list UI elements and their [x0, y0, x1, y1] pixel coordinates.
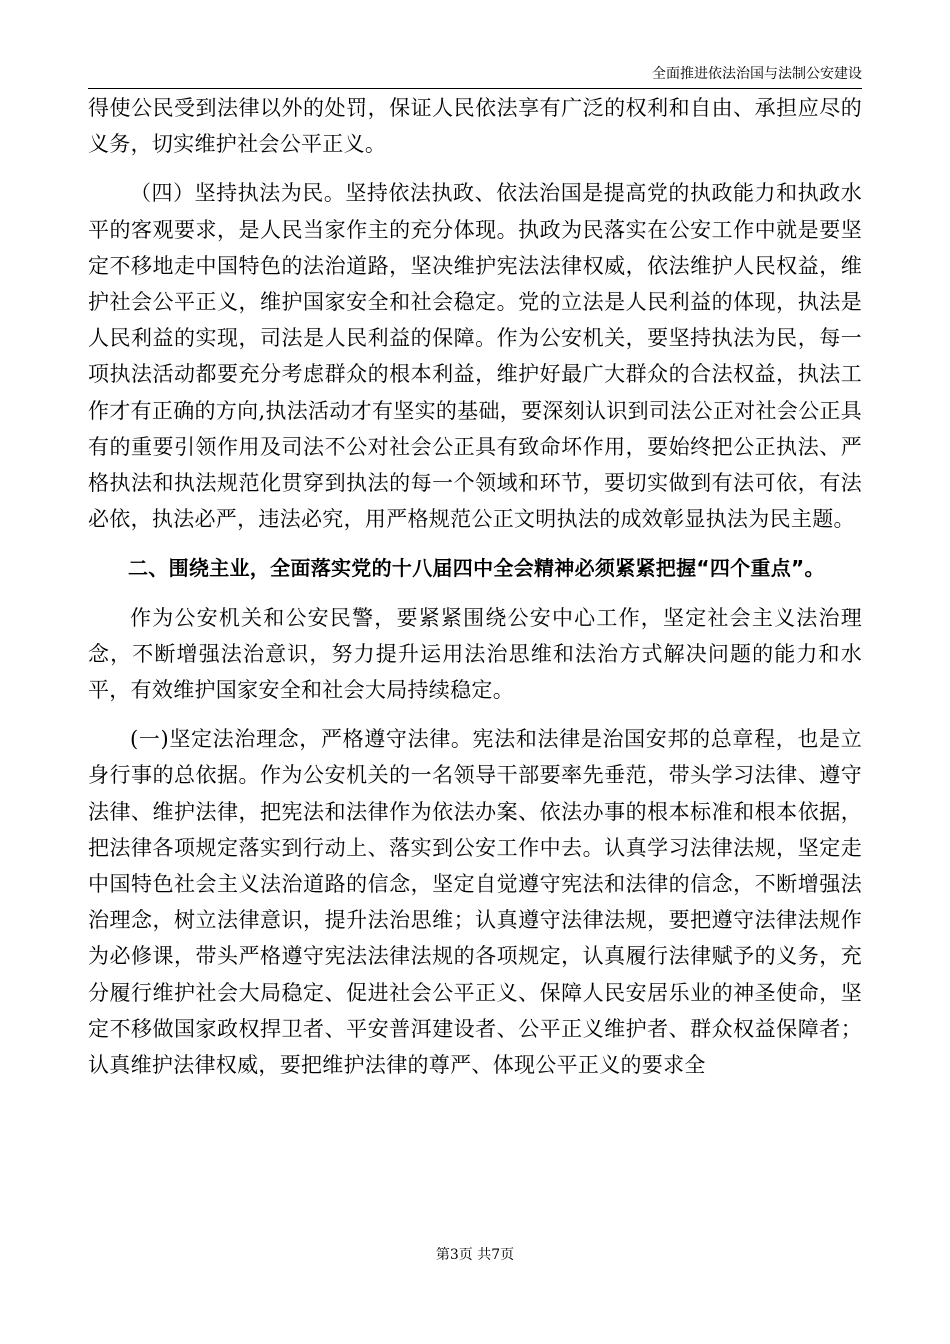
- page-number: 第3页 共7页: [435, 1247, 515, 1263]
- document-body: [88, 90, 862, 1083]
- running-header: 全面推进依法治国与法制公安建设: [652, 66, 862, 82]
- paragraph-rule-of-law: (一)坚定法治理念，严格遵守法律。宪法和法律是治国安邦的总章程，也是立身行事的总依据。作为公安机关的一名领导干部要率先垂范，带头学习法律、遵守法律、维护法律，把宪法和法律作为依法办案、依法办事的根本标准和根本依据，把法律各项规定落实到行动上、落实到公安工作中去。认真学习法律法规，坚定走中国特色社会主义法治道路的信念，坚定自觉遵守宪法和法律的信念，不断增强法治理念，树立法律意识，提升法治思维；认真遵守法律法规，要把遵守法律法规作为必修课，带头严格遵守宪法法律法规的各项规定，认真履行法律赋予的义务，充分履行维护社会大局稳定、促进社会公平正义、保障人民安居乐业的神圣使命，坚定不移做国家政权捍卫者、平安普洱建设者、公平正义维护者、群众权益保障者；认真维护法律权威，要把维护法律的尊严、体现公平正义的要求全: [88, 727, 862, 1078]
- paragraph-section-intro: 作为公安机关和公安民警，要紧紧围绕公安中心工作，坚定社会主义法治理念，不断增强法治意识，努力提升运用法治思维和法治方式解决问题的能力和水平，有效维护国家安全和社会大局持续稳定。: [88, 605, 862, 703]
- header-divider: [88, 88, 862, 89]
- paragraph-enforcement-for-people: （四）坚持执法为民。坚持依法执政、依法治国是提高党的执政能力和执政水平的客观要求，是人民当家作主的充分体现。执政为民落实在公安工作中就是要坚定不移地走中国特色的法治道路，坚决维护宪法法律权威，依法维护人民权益，维护社会公平正义，维护国家安全和社会稳定。党的立法是人民利益的体现，执法是人民利益的实现，司法是人民利益的保障。作为公安机关，要坚持执法为民，每一项执法活动都要充分考虑群众的根本利益，维护好最广大群众的合法权益，执法工作才有正确的方向,执法活动才有坚实的基础，要深刻认识到司法公正对社会公正具有的重要引领作用及司法不公对社会公正具有致命坏作用，要始终把公正执法、严格执法和执法规范化贯穿到执法的每一个领域和环节，要切实做到有法可依，有法必依，执法必严，违法必究，用严格规范公正文明执法的成效彰显执法为民主题。: [88, 181, 862, 532]
- section-heading-two: 二、围绕主业，全面落实党的十八届四中全会精神必须紧紧把握“四个重点”。: [128, 556, 825, 581]
- paragraph-continuation: 得使公民受到法律以外的处罚，保证人民依法享有广泛的权利和自由、承担应尽的义务，切实维护社会公平正义。: [88, 96, 862, 157]
